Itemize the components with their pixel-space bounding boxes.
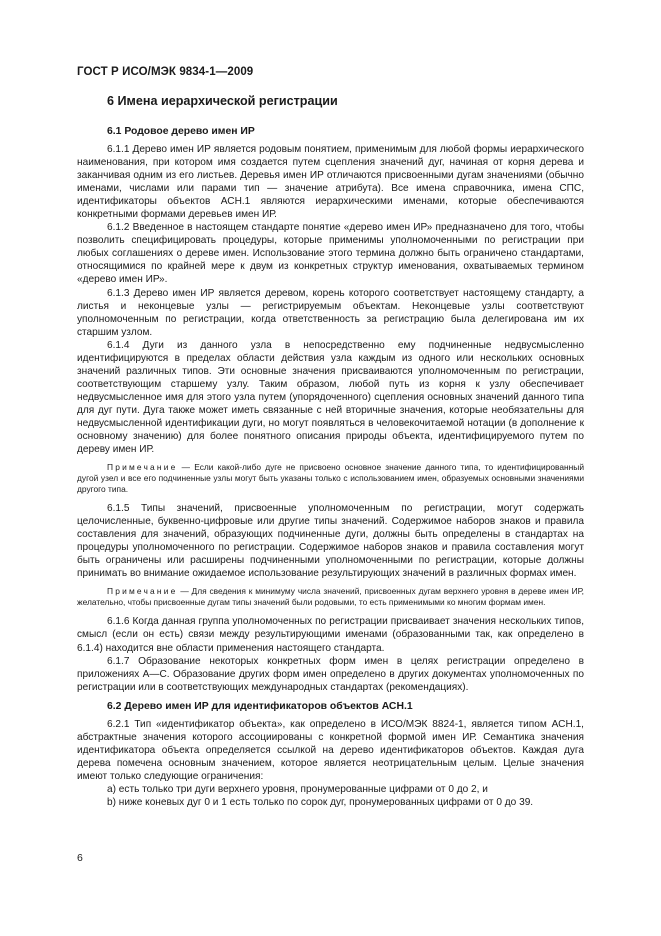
note-2	[77, 586, 584, 608]
note-1-text: — Если какой-либо дуге не присвоено основное значение данного типа, то идентифицированный дугой узел и все его подчиненные узлы могут быть указаны только с использованием имен, образуемых основными значениями другого типа.	[77, 462, 584, 495]
subsection-title-6-1: 6.1 Родовое дерево имен ИР	[107, 126, 255, 137]
paragraph-6-1-4: 6.1.4 Дуги из данного узла в непосредственно ему подчиненные недвусмысленно идентифицируются в пределах области действия узла каждым из одного или нескольких основных значений различных типов. Эти основные значения присваиваются уполномоченным по регистрации, соответствующим старшему узлу. Таким образом, любой путь из корня к узлу обеспечивает недвусмысленное имя для этого узла путем (упорядоченного) сцепления основных значений данного типа для дуг пути. Дуга также может иметь связанные с ней вторичные значения, которые необязательны для недвусмысленной идентификации дуги, но могут появляться в человекочитаемой нотации (в дополнение к основному значению) для более понятного описания природы объекта, идентифицируемого путем по дереву имен ИР.	[77, 339, 584, 456]
note-2-text: — Для сведения к минимуму числа значений, присвоенных дугам верхнего уровня в дереве имен ИР, желательно, чтобы присвоенные дугам типы значений были родовыми, то есть применимыми ко многим формам имен.	[77, 586, 584, 608]
list-item: b) ниже коневых дуг 0 и 1 есть только по сорок дуг, пронумерованных цифрами от 0 до 39.	[107, 796, 534, 808]
constraints-list	[77, 783, 584, 809]
paragraph-6-1-3: 6.1.3 Дерево имен ИР является деревом, корень которого соответствует настоящему стандарту, а листья и неконцевые узлы — регистрируемым объектам. Неконцевые узлы соответствуют уполномоченным по регистрации, когда ответственность за регистрацию была делегирована им их старшим узлом.	[77, 287, 584, 338]
note-1-label: Примечание	[107, 462, 178, 473]
running-head: ГОСТ Р ИСО/МЭК 9834-1—2009	[77, 66, 254, 78]
paragraph-6-1-7: 6.1.7 Образование некоторых конкретных форм имен в целях регистрации определено в приложениях А—С. Образование других форм имен определено в других документах уполномоченных по регистрации или в соответствующих международных стандартах (рекомендациях).	[77, 655, 584, 693]
paragraph-6-1-5: 6.1.5 Типы значений, присвоенные уполномоченным по регистрации, могут содержать целочисленные, буквенно-цифровые или другие типы значений. Содержимое наборов знаков и правила составления для значений, образующих подчиненные дуги, должны быть определены в стандартах на процедуры уполномоченного по регистрации. Содержимое наборов знаков и правила составления могут быть ограничены или расширены подчиненными уполномоченными по регистрации, которые должны принимать во внимание ожидаемое использование результирующих значений в различных формах имен.	[77, 503, 584, 580]
paragraph-6-1-6: 6.1.6 Когда данная группа уполномоченных по регистрации присваивает значения нескольких типов, смысл (если он есть) связи между результирующими именами (образованными так, как определено в 6.1.4) находится вне области применения настоящего стандарта.	[77, 616, 584, 654]
note-2-label: Примечание	[107, 586, 178, 597]
page-number: 6	[77, 852, 83, 864]
page-content	[77, 90, 584, 809]
paragraph-6-2-1: 6.2.1 Тип «идентификатор объекта», как определено в ИСО/МЭК 8824-1, является типом АСН.1, абстрактные значения которого ассоциированы с конкретной формой имен ИР. Семантика значения идентификатора объекта определяется ссылкой на дерево идентификаторов объектов. Каждая дуга дерева помечена основным значением, которое является неотрицательным целым. Целые значения имеют только следующие ограничения:	[77, 718, 584, 782]
list-item: a) есть только три дуги верхнего уровня, пронумерованные цифрами от 0 до 2, и	[107, 783, 488, 795]
paragraph-6-1-2: 6.1.2 Введенное в настоящем стандарте понятие «дерево имен ИР» предназначено для того, чтобы позволить специфицировать процедуры, которые применимы уполномоченными по регистрации при любых соглашениях о дереве имен. Использование этого термина должно быть ограничено стандартами, относящимися по крайней мере к двум из конкретных структур именования, охватываемых термином «дерево имен ИР».	[77, 222, 584, 286]
subsection-title-6-2: 6.2 Дерево имен ИР для идентификаторов объектов АСН.1	[107, 700, 413, 712]
note-1	[77, 462, 584, 495]
section-title: 6 Имена иерархической регистрации	[107, 94, 338, 108]
paragraph-6-1-1: 6.1.1 Дерево имен ИР является родовым понятием, применимым для любой формы иерархического наименования, при котором имя создается путем сцепления значений дуг, начиная от корня дерева и заканчивая одним из его листьев. Деревья имен ИР отличаются присвоенными дугам значениями (обычно именами, числами или парами тип — значение атрибута). Все имена справочника, имена СПС, идентификаторы объектов АСН.1 являются иерархическими именами, которые обеспечиваются конкретными формами деревьев имен ИР.	[77, 144, 584, 221]
